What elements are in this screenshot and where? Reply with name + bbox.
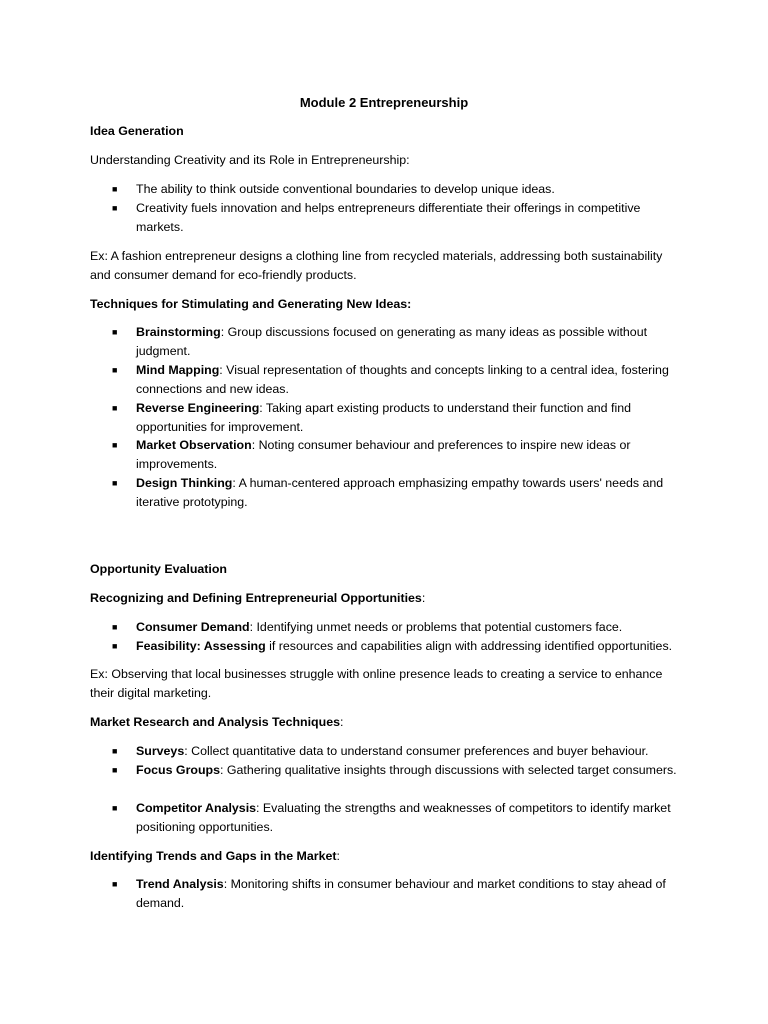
list-item-text: Creativity fuels innovation and helps entrepreneurs differentiate their offerings in competitive markets. [136,201,641,234]
term-surveys: Surveys [136,744,185,758]
heading-text: Identifying Trends and Gaps in the Market [90,849,337,863]
example-paragraph-line: Ex: Observing that local businesses struggle with online presence leads to creating a service to enhance [90,667,663,681]
bullet-icon: ■ [112,765,118,775]
bullet-icon: ■ [112,641,118,651]
list-item-text: The ability to think outside conventional boundaries to develop unique ideas. [136,182,555,196]
term-description: : Group discussions focused on generating as many ideas as possible without judgment. [136,325,648,358]
bullet-icon: ■ [112,203,118,213]
bullet-icon: ■ [112,803,118,813]
term-description: : A human-centered approach emphasizing empathy towards users' needs and iterative prototyping. [136,476,664,509]
bullet-icon: ■ [112,403,118,413]
term-trend-analysis: Trend Analysis [136,877,224,891]
bullet-icon: ■ [112,879,118,889]
term-description: : Evaluating the strengths and weaknesses of competitors to identify market positioning opportunities. [136,801,671,834]
term-description: : Collect quantitative data to understand consumer preferences and buyer behaviour. [184,744,649,758]
bullet-icon: ■ [112,327,118,337]
term-consumer-demand: Consumer Demand [136,620,250,634]
term-description: : Visual representation of thoughts and concepts linking to a central idea, fostering connections and new ideas. [136,363,669,396]
section-heading-techniques: Techniques for Stimulating and Generating New Ideas: [90,297,412,311]
section-heading-trends-gaps [90,847,340,866]
section-heading-idea-generation: Idea Generation [90,124,184,138]
bullet-icon: ■ [112,622,118,632]
paragraph-creativity-intro: Understanding Creativity and its Role in Entrepreneurship: [90,153,410,167]
example-paragraph-line: their digital marketing. [90,686,212,700]
bullet-icon: ■ [112,440,118,450]
term-focus-groups: Focus Groups [136,763,220,777]
example-paragraph-line: and consumer demand for eco-friendly products. [90,268,357,282]
heading-suffix: : [339,715,344,729]
term-description: : Noting consumer behaviour and preferences to inspire new ideas or improvements. [136,438,631,471]
term-description: : Identifying unmet needs or problems that potential customers face. [249,620,623,634]
subheading-suffix: : [421,591,426,605]
term-competitor-analysis: Competitor Analysis [136,801,257,815]
term-market-observation: Market Observation [136,438,252,452]
bullet-icon: ■ [112,184,118,194]
section-heading-market-research [90,713,343,732]
term-description: : Gathering qualitative insights through discussions with selected target consumers. [220,763,677,777]
term-description: : Monitoring shifts in consumer behaviour and market conditions to stay ahead of demand. [136,877,666,910]
document-title: Module 2 Entrepreneurship [299,95,469,110]
term-description: : Taking apart existing products to understand their function and find opportunities for improvement. [136,401,631,434]
bullet-icon: ■ [112,478,118,488]
term-feasibility: Feasibility: Assessing [136,639,266,653]
subheading-recognizing-opportunities [90,589,425,608]
subheading-text: Recognizing and Defining Entrepreneurial Opportunities [90,591,422,605]
term-description: if resources and capabilities align with addressing identified opportunities. [265,639,673,653]
heading-text: Market Research and Analysis Techniques [90,715,340,729]
bullet-icon: ■ [112,365,118,375]
heading-suffix: : [336,849,340,863]
term-mind-mapping: Mind Mapping [136,363,220,377]
example-paragraph-line: Ex: A fashion entrepreneur designs a clothing line from recycled materials, addressing both sustainability [90,249,663,263]
term-design-thinking: Design Thinking [136,476,233,490]
bullet-icon: ■ [112,746,118,756]
section-heading-opportunity-evaluation: Opportunity Evaluation [90,562,227,576]
term-reverse-engineering: Reverse Engineering [136,401,260,415]
term-brainstorming: Brainstorming [136,325,221,339]
